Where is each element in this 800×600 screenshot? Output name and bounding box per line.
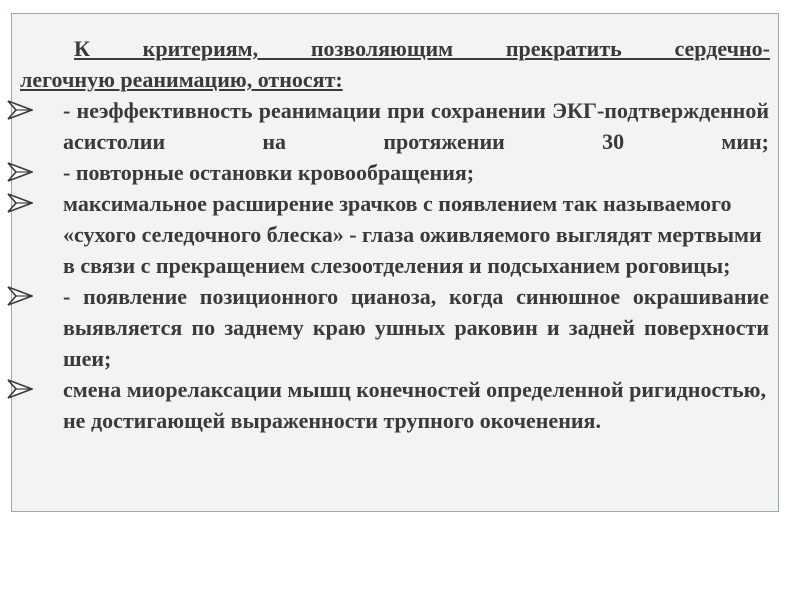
arrowhead-bullet-icon bbox=[7, 193, 33, 213]
list-item-text: - повторные остановки кровообращения; bbox=[63, 160, 475, 185]
intro-line-2-text: легочную реанимацию, относят bbox=[20, 67, 336, 92]
intro-heading bbox=[20, 33, 770, 95]
list-item-text: максимальное расширение зрачков с появлением так называемого «сухого селедочного блеска» - глаза оживляемого выглядят мертвыми в связи с прекращением слезоотделения и подсыханием роговицы; bbox=[63, 191, 762, 278]
list-item-text: смена миорелаксации мышц конечностей определенной ригидностью, не достигающей выраженности трупного окоченения. bbox=[63, 377, 766, 433]
list-item bbox=[12, 157, 769, 188]
criteria-list bbox=[12, 95, 780, 436]
arrowhead-bullet-icon bbox=[7, 100, 33, 120]
list-item bbox=[12, 188, 769, 281]
slide-frame bbox=[11, 13, 779, 512]
intro-line-1: К критериям, позволяющим прекратить сердечно- bbox=[74, 36, 770, 61]
list-item-text: - неэффективность реанимации при сохранении ЭКГ-подтвержденной асистолии на протяжении 30 мин; bbox=[63, 98, 769, 154]
list-item bbox=[12, 374, 769, 436]
list-item bbox=[12, 281, 769, 374]
list-item bbox=[12, 95, 769, 157]
intro-line-2 bbox=[20, 64, 770, 95]
intro-colon: : bbox=[335, 67, 343, 92]
list-item-text: - появление позиционного цианоза, когда синюшное окрашивание выявляется по заднему краю ушных раковин и задней поверхности шеи; bbox=[63, 284, 769, 371]
arrowhead-bullet-icon bbox=[7, 379, 33, 399]
arrowhead-bullet-icon bbox=[7, 162, 33, 182]
arrowhead-bullet-icon bbox=[7, 286, 33, 306]
